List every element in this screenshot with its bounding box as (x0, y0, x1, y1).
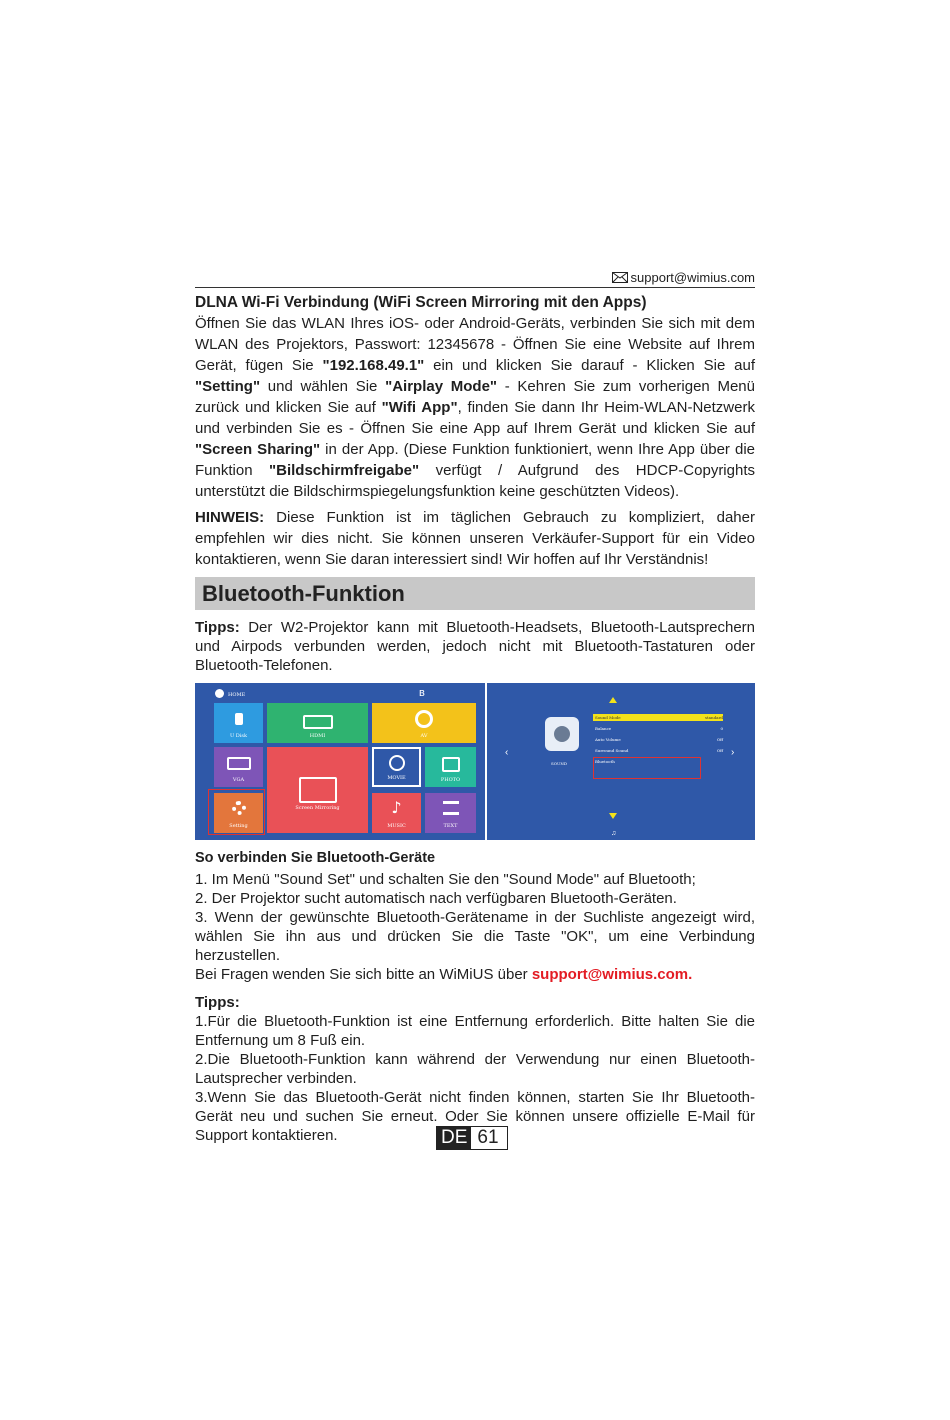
left-arrow-icon: ‹ (505, 747, 509, 758)
menu-row-bluetooth: Bluetooth (595, 759, 615, 764)
support-link[interactable]: support@wimius.com. (531, 966, 693, 983)
manual-page (195, 270, 755, 1145)
envelope-icon (612, 272, 628, 283)
menu-row-sound-mode: Sound Mode standard (595, 715, 723, 720)
page-header (195, 270, 755, 288)
connect-step: 2. Der Projektor sucht automatisch nach verfügbaren Bluetooth-Geräten. (195, 890, 677, 907)
tile-screen-mirroring: Screen Mirroring (267, 747, 368, 833)
menu-row-surround: Surround Sound Off (595, 748, 723, 753)
sound-label: SOUND (551, 761, 568, 766)
bluetooth-icon: ʙ (419, 687, 425, 699)
tipps-item: 1.Für die Bluetooth-Funktion ist eine Entfernung erforderlich. Bitte halten Sie die Entfernung um 8 Fuß ein. (195, 1013, 755, 1049)
page-number: 61 (471, 1127, 506, 1149)
dlna-title: DLNA Wi-Fi Verbindung (WiFi Screen Mirroring mit den Apps) (195, 294, 647, 311)
tile-udisk: U Disk (214, 703, 263, 743)
right-arrow-icon: › (731, 747, 735, 758)
tile-music: ♪ MUSIC (372, 793, 421, 833)
tile-vga: VGA (214, 747, 263, 787)
connect-step: 3. Wenn der gewünschte Bluetooth-Gerätename in der Suchliste angezeigt wird, wählen Sie ihn aus und drücken Sie die Taste "OK", um eine Verbindung herzustellen. (195, 909, 755, 964)
page-number-badge (436, 1126, 508, 1150)
projector-screenshots (195, 683, 755, 840)
tile-av: AV (372, 703, 476, 743)
home-icon (215, 689, 224, 698)
menu-row-auto-volume: Auto Volume Off (595, 737, 723, 742)
speaker-icon (545, 717, 579, 751)
sound-settings-screen (487, 683, 755, 840)
music-note-icon: ♫ (611, 830, 617, 837)
tile-movie: MOVIE (372, 747, 421, 787)
tipps-item: 2.Die Bluetooth-Funktion kann während der Verwendung nur einen Bluetooth-Lautsprecher verbinden. (195, 1051, 755, 1087)
connect-heading: So verbinden Sie Bluetooth-Geräte (195, 850, 436, 866)
hinweis-paragraph: HINWEIS: Diese Funktion ist im täglichen Gebrauch zu kompliziert, daher empfehlen wir dies nicht. Sie können unseren Verkäufer-Support für ein Video kontaktieren, wenn Sie daran interessiert sind! Wir hoffen auf Ihr Verständnis! (195, 509, 755, 568)
tipps-item: 3.Wenn Sie das Bluetooth-Gerät nicht finden können, starten Sie Ihr Bluetooth-Gerät neu und suchen Sie erneut. Oder Sie können unsere offizielle E-Mail für Support kontaktieren. (195, 1089, 755, 1144)
tile-setting: Setting (214, 793, 263, 833)
connect-contact: Bei Fragen wenden Sie sich bitte an WiMiUS über support@wimius.com. (195, 966, 693, 983)
menu-row-balance: Balance 0 (595, 726, 723, 731)
home-label: HOME (228, 692, 246, 698)
tile-photo: PHOTO (425, 747, 476, 787)
language-code: DE (437, 1127, 471, 1149)
home-screen (195, 683, 485, 840)
down-arrow-icon (609, 813, 617, 819)
bluetooth-tipps: Tipps: Der W2-Projektor kann mit Bluetooth-Headsets, Bluetooth-Lautsprechern und Airpods verbunden werden, jedoch nicht mit Bluetooth-Tastaturen oder Bluetooth-Telefonen. (195, 619, 755, 674)
connect-step: 1. Im Menü "Sound Set" und schalten Sie den "Sound Mode" auf Bluetooth; (195, 871, 696, 888)
tile-text: TEXT (425, 793, 476, 833)
tile-hdmi: HDMI (267, 703, 368, 743)
connect-steps (195, 870, 755, 984)
bluetooth-heading: Bluetooth-Funktion (195, 577, 755, 610)
dlna-paragraph: Öffnen Sie das WLAN Ihres iOS- oder Android-Geräts, verbinden Sie sich mit dem WLAN des Projektors, Passwort: 12345678 - Öffnen Sie eine Website auf Ihrem Gerät, fügen Sie "192.168.49.1" ein und klicken Sie darauf - Klicken Sie auf "Setting" und wählen Sie "Airplay Mode" - Kehren Sie zum vorherigen Menü zurück und klicken Sie auf "Wifi App", finden Sie dann Ihr Heim-WLAN-Netzwerk und verbinden Sie es - Öffnen Sie eine App auf Ihrem Gerät und klicken Sie auf "Screen Sharing" in der App. (Diese Funktion funktioniert, wenn Ihre App über die Funktion "Bildschirmfreigabe" verfügt / Aufgrund des HDCP-Copyrights unterstützt die Bildschirmspiegelungsfunktion keine geschützten Videos). (195, 315, 756, 500)
support-email: support@wimius.com (630, 270, 755, 285)
tipps-heading: Tipps: (195, 994, 240, 1011)
up-arrow-icon (609, 697, 617, 703)
